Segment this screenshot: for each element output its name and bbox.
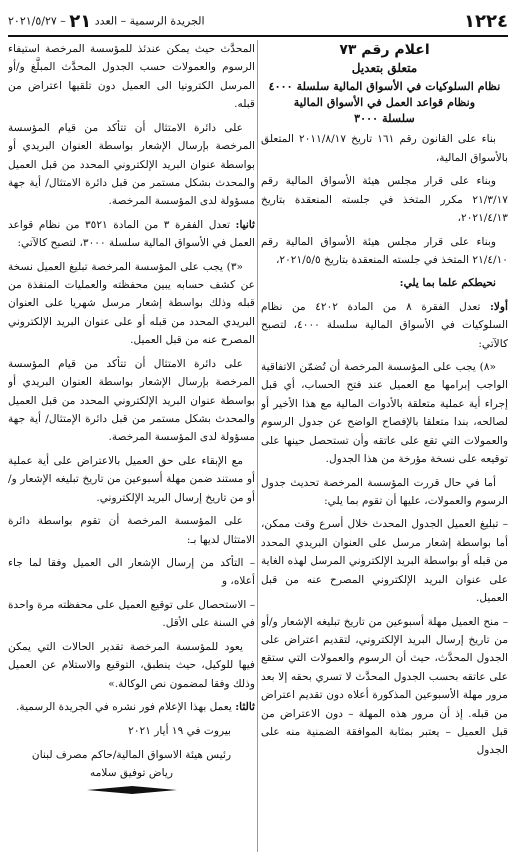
list-item: – التأكد من إرسال الإشعار الى العميل وفقا لما جاء أعلاه، و — [8, 556, 255, 588]
decision-title-block — [261, 40, 508, 126]
decision-title: اعلام رقم ٧٣ — [339, 42, 430, 58]
date-line: بيروت في ١٩ أيار ٢٠٢١ — [128, 725, 231, 738]
end-ornament-icon — [87, 785, 177, 795]
article-text: تعدل الفقرة ٣ من المادة ٣٥٢١ من نظام قواعد العمل في الأسواق المالية سلسلة ٣٠٠٠، لتصبح كالآتي: — [8, 218, 255, 250]
article-text: تعدل الفقرة ٨ من المادة ٤٢٠٢ من نظام السلوكيات في الأسواق المالية سلسلة ٤٠٠٠، لتصبح كالآتي: — [261, 300, 508, 350]
list-item: – منح العميل مهلة أسبوعين من تاريخ تبليغه الإشعار و/أو من تاريخ إرسال البريد الإلكتروني، لتقديم اعتراض على الجدول المحدَّث، حيث أن الرسوم والعمولات التي ستقع على عاتقه بحسب الجدول المحدَّث لا تسري بحقه إلا بعد مرور مهلة الأسبوعين المذكورة أعلاه دون تقديم اعتراض من قبله. إذ أن مرور هذه المهلة – دون الاعتراض من قبل العميل – يعتبر بمثابة الموافقة الضمنية منه على الجدول — [261, 615, 508, 757]
journal-info — [8, 11, 205, 32]
article-first — [261, 298, 508, 353]
paragraph: على دائرة الامتثال أن تتأكد من قيام المؤسسة المرخصة بإرسال الإشعار بواسطة العنوان البريدي أو بواسطة عنوان البريد الإلكتروني المحدد من قبل العميل والمحدث بشكل مستمر من قبل دائرة الامتثال/ أية جهة مسؤولة لدى المؤسسة المرخصة. — [8, 121, 255, 208]
preamble: بناء على القانون رقم ١٦١ تاريخ ٢٠١١/٨/١٧ المتعلق بالأسواق المالية، — [261, 133, 508, 164]
preamble: وبناء على قرار مجلس هيئة الأسواق المالية رقم ٢١/٣/١٧ مكرر المتخذ في جلسته المنعقدة بتاريخ ٢٠٢١/٤/١٣، — [261, 175, 508, 225]
quoted-paragraph: «٣) يجب على المؤسسة المرخصة تبليغ العميل نسخة عن كشف حسابه يبين محفظته والعمليات المنفذة من قبله وذلك بواسطة إشعار مرسل شهريا على العنوان البريدي المحدد من قبله أو على عنوان البريد الإلكتروني المصرح عنه من قبل العميل. — [8, 260, 255, 347]
article-label: أولا: — [489, 300, 508, 313]
left-column — [8, 40, 255, 852]
subject-line: سلسلة ٣٠٠٠ — [354, 111, 415, 126]
quoted-paragraph: «٨) يجب على المؤسسة المرخصة أن تُضمّن الاتفاقية الواجب إبرامها مع العميل عند فتح الحساب، أي قبل إجراء أية عملية متعلقة بالأدوات المالية مع هذا الأخير أو لصالحه، بندا متعلقا بالإفصاح الواضح عن جدول الرسوم والعمولات التي تقع على عاتقه وأن تستحصل حينها على توقيعه على نسخة مؤرخة من هذا الجدول. — [261, 361, 508, 466]
subject-line: ونظام قواعد العمل في الأسواق المالية — [293, 94, 476, 109]
page-number: ١٢٢٤ — [464, 11, 508, 32]
column-divider — [257, 40, 258, 852]
list-item: – الاستحصال على توقيع العميل على محفظته مرة واحدة في السنة على الأقل. — [8, 598, 255, 630]
paragraph: على دائرة الامتثال أن تتأكد من قيام المؤسسة المرخصة بإرسال الإشعار بواسطة العنوان البريدي أو بواسطة عنوان البريد الإلكتروني المحدد من قبل العميل والمحدث بشكل مستمر من قبل دائرة الإمتثال/ أية جهة مسؤولة لدى المؤسسة المرخصة. — [8, 357, 255, 444]
journal-name: الجريدة الرسمية – العدد — [94, 14, 205, 28]
list-item: – تبليغ العميل الجدول المحدث خلال أسرع وقت ممكن، أما بواسطة إشعار مرسل على العنوان البريدي المحدد من قبله أو بواسطة البريد الإلكتروني المرسل لهذه الغاية على عنوان البريد الإلكتروني المصرح عنه من قبل العميل. — [261, 518, 508, 605]
article-label: ثانيا: — [235, 218, 255, 231]
issue-number: ٢١ — [69, 11, 92, 32]
issue-date: – ٢٠٢١/٥/٢٧ — [8, 14, 66, 28]
signatory-name: رياض توفيق سلامه — [90, 767, 173, 780]
paragraph: يعود للمؤسسة المرخصة تقدير الحالات التي يمكن فيها للوكيل، حيث ينطبق، التوقيع والاستلام عن العميل وذلك وفقا لمضمون نص الوكالة.» — [8, 640, 255, 690]
paragraph: على المؤسسة المرخصة أن تقوم بواسطة دائرة الامتثال لديها بـ: — [8, 515, 255, 546]
paragraph: مع الإبقاء على حق العميل بالاعتراض على أية عملية أو مستند ضمن مهلة أسبوعين من تاريخ تبليغه الإشعار و/أو من تاريخ إرسال البريد الإلكتروني. — [8, 454, 255, 504]
right-column — [261, 40, 508, 852]
article-label: ثالثا: — [235, 700, 255, 713]
paragraph: أما في حال قررت المؤسسة المرخصة تحديث جدول الرسوم والعمولات، عليها أن تقوم بما يلي: — [261, 476, 508, 507]
subject-line: متعلق بتعديل — [351, 61, 418, 76]
signatory-title: رئيس هيئة الاسواق المالية/حاكم مصرف لبنان — [31, 748, 232, 761]
article-third — [8, 698, 255, 716]
article-second — [8, 216, 255, 253]
paragraph: المحدَّث حيث يمكن عندئذ للمؤسسة المرخصة استيفاء الرسوم والعمولات حسب الجدول المحدَّث المبلَّغ و/أو المرسل الكترونيا الى العميل دون تلقيها اعتراض من قبله. — [8, 43, 255, 111]
preamble: وبناء على قرار مجلس هيئة الأسواق المالية رقم ٢١/٤/١٠ المتخذ في جلسته المنعقدة بتاريخ ٢٠٢١/٥/٥، — [261, 235, 508, 266]
subject-line: نظام السلوكيات في الأسواق المالية سلسلة ٤٠٠٠ — [268, 78, 501, 93]
article-text: يعمل بهذا الإعلام فور نشره في الجريدة الرسمية. — [16, 700, 232, 713]
page-header — [8, 6, 508, 37]
notice-heading: نحيطكم علما بما يلي: — [399, 277, 496, 290]
